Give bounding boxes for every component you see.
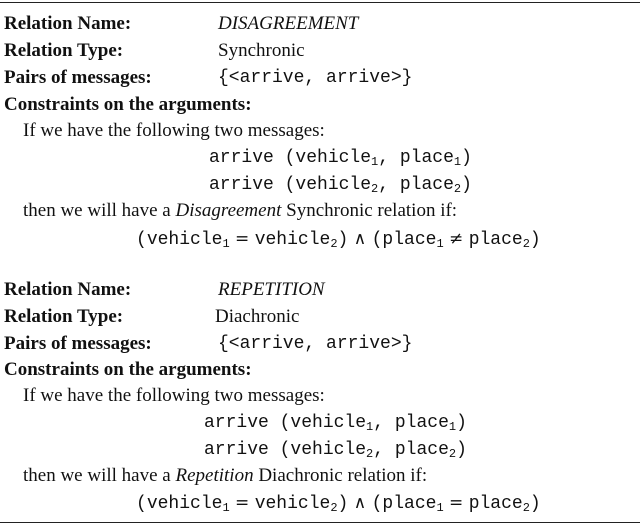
then-statement: then we will have a Disagreement Synchronic relation if:	[23, 200, 458, 221]
constraints-label: Constraints on the arguments:	[4, 94, 252, 115]
pairs-label: Pairs of messages:	[4, 333, 152, 354]
pairs-value: {<arrive, arrive>}	[218, 68, 413, 88]
condition-formula: (vehicle$_1$ = vehicle$_2$) ∧ (place$_1$ = place$_2$)	[136, 493, 541, 515]
message-2: arrive (vehicle$_2$, place$_2$)	[204, 440, 467, 461]
message-2: arrive (vehicle$_2$, place$_2$)	[209, 175, 472, 196]
relation-type-label: Relation Type:	[4, 40, 124, 61]
message-1: arrive (vehicle$_1$, place$_1$)	[209, 148, 472, 169]
pairs-value: {<arrive, arrive>}	[218, 334, 413, 354]
condition-formula: (vehicle$_1$ = vehicle$_2$) ∧ (place$_1$ ≠ place$_2$)	[136, 229, 541, 251]
constraints-label: Constraints on the arguments:	[4, 359, 252, 380]
then-statement: then we will have a Repetition Diachronic relation if:	[23, 465, 428, 486]
relation-type-label: Relation Type:	[4, 306, 124, 327]
constraints-intro: If we have the following two messages:	[23, 120, 325, 141]
relation-name-label: Relation Name:	[4, 13, 132, 34]
relation-name-label: Relation Name:	[4, 279, 132, 300]
relation-type-value: Synchronic	[218, 40, 305, 61]
message-1: arrive (vehicle$_1$, place$_1$)	[204, 413, 467, 434]
pairs-label: Pairs of messages:	[4, 67, 152, 88]
relation-type-value: Diachronic	[215, 306, 300, 327]
relation-name-value: DISAGREEMENT	[218, 13, 359, 34]
bottom-rule	[0, 522, 640, 523]
relation-name-value: REPETITION	[218, 279, 325, 300]
top-rule	[0, 2, 640, 3]
constraints-intro: If we have the following two messages:	[23, 385, 325, 406]
